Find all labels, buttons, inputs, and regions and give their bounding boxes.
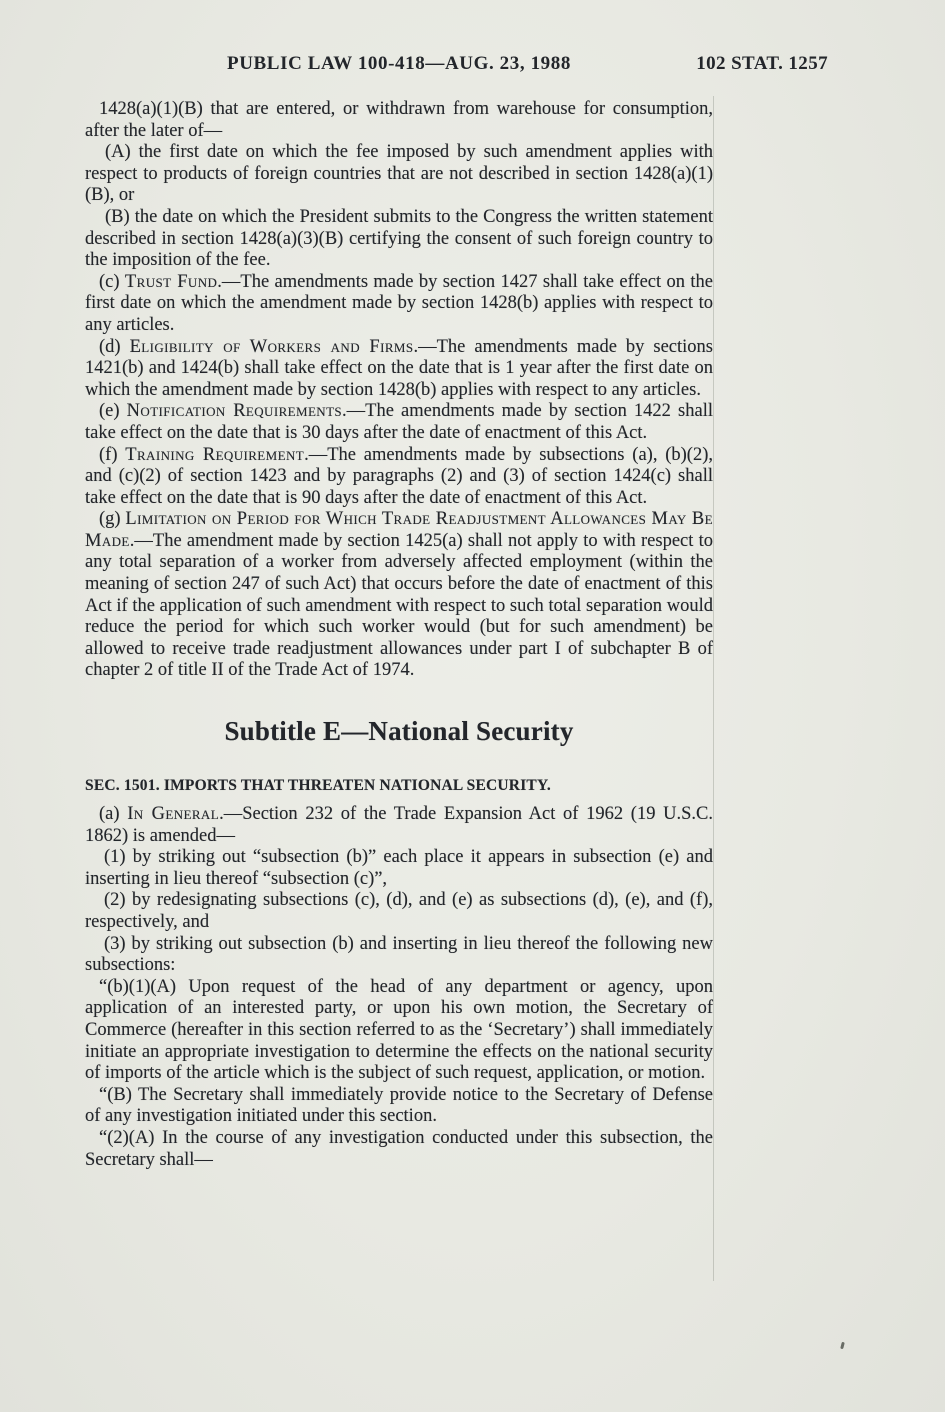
statute-paragraph — [85, 401, 713, 444]
text-run: (f) — [99, 444, 126, 465]
text-run: “(B) The Secretary shall immediately provide notice to the Secretary of Defense of any investigation initiated under this section. — [85, 1084, 713, 1127]
text-run: (a) — [99, 804, 128, 825]
statute-paragraph — [85, 337, 713, 402]
text-run: (c) — [99, 271, 125, 292]
text-run: .—The amendment made by section 1425(a) shall not apply to with respect to any total separation of a worker from adversely affected employment (within the meaning of section 247 of such Act) that occurs before the date of enactment of this Act if the application of such amendment with respect to such total separation would reduce the period for which such worker would (but for such amendment) be allowed to receive trade readjustment allowances under part I of subchapter B of chapter 2 of title II of the Trade Act of 1974. — [85, 530, 713, 681]
statute-paragraph — [85, 142, 713, 207]
subtitle-heading: Subtitle E—National Security — [224, 716, 574, 747]
statute-paragraph — [85, 1085, 713, 1128]
text-run: (2) by redesignating subsections (c), (d), and (e) as subsections (d), (e), and (f), respectively, and — [85, 890, 713, 932]
text-run: .—The amendments made by subsections (a), (b)(2), and (c)(2) of section 1423 and by paragraphs (2) and (3) of section 1424(c) shall take effect on the date that is 90 days after the date of enactment of this Act. — [85, 444, 714, 508]
text-run: 1428(a)(1)(B) that are entered, or withdrawn from warehouse for consumption, after the later of— — [85, 99, 713, 141]
margin-rule — [713, 96, 714, 1281]
text-run: (3) by striking out subsection (b) and inserting in lieu thereof the following new subsections: — [85, 933, 713, 976]
statute-paragraph — [85, 207, 713, 272]
running-head-stat: 102 STAT. 1257 — [696, 53, 828, 74]
statute-paragraph — [85, 804, 713, 847]
statute-paragraph — [85, 445, 713, 510]
text-run: .—The amendments made by section 1422 shall take effect on the date that is 30 days after the date of enactment of this Act. — [85, 401, 713, 443]
statute-paragraph — [85, 934, 713, 977]
statute-paragraph — [85, 272, 713, 337]
text-run: (e) — [99, 401, 127, 422]
text-run: .—Section 232 of the Trade Expansion Act of 1962 (19 U.S.C. 1862) is amended— — [85, 804, 713, 846]
small-caps-label: Trust Fund — [124, 271, 218, 292]
scan-artifact-mark — [840, 1342, 845, 1350]
text-run: .—The amendments made by section 1427 shall take effect on the first date on which the amendment made by section 1428(b) applies with respect to any articles. — [85, 271, 713, 335]
text-run: “(2)(A) In the course of any investigation conducted under this subsection, the Secretary shall— — [85, 1127, 713, 1170]
small-caps-label: Notification Requirements — [126, 401, 343, 422]
text-run: “(b)(1)(A) Upon request of the head of any department or agency, upon application of an interested party, or upon his own motion, the Secretary of Commerce (hereafter in this section referred to as the ‘Secretary’) shall immediately initiate an appropriate investigation to determine the effects on the national security of imports of the article which is the subject of such request, application, or motion. — [85, 976, 713, 1084]
statute-paragraph — [85, 1128, 713, 1171]
small-caps-label: Eligibility of Workers and Firms — [129, 336, 414, 357]
text-run: .—The amendments made by sections 1421(b) and 1424(b) shall take effect on the date that is 1 year after the first date on which the amendment made by section 1428(b) applies with respect to any articles. — [85, 336, 713, 400]
text-run: (d) — [99, 336, 130, 357]
text-run: (A) the first date on which the fee imposed by such amendment applies with respect to products of foreign countries that are not described in section 1428(a)(1)(B), or — [85, 142, 713, 206]
text-run: (g) — [99, 509, 126, 530]
text-run: (1) by striking out “subsection (b)” each place it appears in subsection (e) and inserting in lieu thereof “subsection (c)”, — [85, 847, 713, 889]
section-heading: SEC. 1501. IMPORTS THAT THREATEN NATIONAL SECURITY. — [85, 777, 552, 795]
statute-text-block — [85, 99, 713, 1171]
small-caps-label: In General — [127, 804, 220, 825]
running-head-law: PUBLIC LAW 100-418—AUG. 23, 1988 — [227, 53, 571, 74]
small-caps-label: Training Requirement — [125, 444, 305, 465]
statute-paragraph — [85, 847, 713, 890]
small-caps-label: Limitation on Period for Which Trade Readjustment Allowances May Be Made — [85, 509, 713, 551]
statute-paragraph — [85, 977, 713, 1085]
statute-paragraph — [85, 99, 713, 142]
statute-paragraph — [85, 890, 713, 933]
statute-paragraph — [85, 509, 713, 682]
text-run: (B) the date on which the President submits to the Congress the written statement described in section 1428(a)(3)(B) certifying the consent of such foreign country to the imposition of the fee. — [85, 206, 713, 271]
